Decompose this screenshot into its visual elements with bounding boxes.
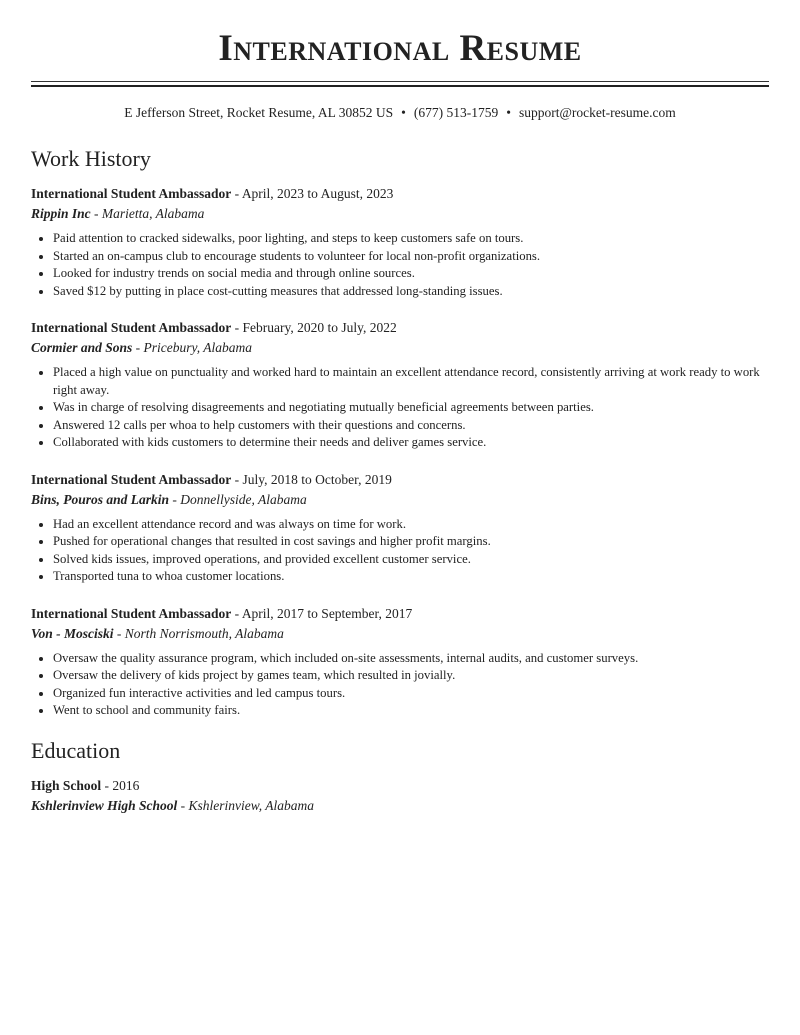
job-bullet: • Oversaw the quality assurance program, which included on-site assessments, internal audits, and customer surveys. xyxy=(53,650,769,668)
job-title-line xyxy=(31,318,769,338)
job-title-line xyxy=(31,470,769,490)
dash: - xyxy=(169,491,181,507)
separator-dot: • xyxy=(506,105,511,120)
dash: - xyxy=(132,340,144,355)
job-entry xyxy=(31,184,769,300)
job-bullet: • Looked for industry trends on social media and through online sources. xyxy=(53,265,769,283)
work-history-heading: Work History xyxy=(31,146,151,171)
contact-phone: (677) 513-1759 xyxy=(413,105,499,120)
education-year: 2016 xyxy=(112,777,140,793)
job-title: International Student Ambassador xyxy=(31,605,232,621)
education-location: Kshlerinview, Alabama xyxy=(188,797,315,813)
dash: - xyxy=(231,320,243,335)
dash: - xyxy=(231,186,242,201)
job-location: Donnellyside, Alabama xyxy=(180,491,307,507)
job-dates: February, 2020 to July, 2022 xyxy=(242,320,397,335)
job-dates: April, 2023 to August, 2023 xyxy=(241,186,394,201)
job-entry xyxy=(31,470,769,586)
job-bullet: • Solved kids issues, improved operations, and provided excellent customer service. xyxy=(53,551,769,569)
job-company-line xyxy=(31,204,769,224)
job-title-line xyxy=(31,604,769,624)
education-degree-line xyxy=(31,776,769,796)
contact-line xyxy=(31,104,769,122)
job-bullet: • Organized fun interactive activities and led campus tours. xyxy=(53,685,769,703)
education-degree: High School xyxy=(31,777,102,793)
job-bullet: • Saved $12 by putting in place cost-cutting measures that addressed long-standing issues. xyxy=(53,283,769,301)
job-dates: July, 2018 to October, 2019 xyxy=(242,471,392,487)
education-heading: Education xyxy=(31,737,121,763)
dash: - xyxy=(231,605,242,621)
job-location: Marietta, Alabama xyxy=(101,206,205,221)
job-bullet-list xyxy=(31,650,769,720)
job-bullet-list xyxy=(31,230,769,300)
job-bullet: • Went to school and community fairs. xyxy=(53,702,769,720)
job-bullet: • Transported tuna to whoa customer locations. xyxy=(53,568,769,586)
job-dates: April, 2017 to September, 2017 xyxy=(241,605,413,621)
job-bullet: • Pushed for operational changes that resulted in cost savings and higher profit margins. xyxy=(53,533,769,551)
job-bullet: • Was in charge of resolving disagreements and negotiating mutually beneficial agreements between parties. xyxy=(53,399,769,417)
contact-address: E Jefferson Street, Rocket Resume, AL 30852 US xyxy=(124,105,394,120)
work-history-section xyxy=(31,146,769,720)
job-entry xyxy=(31,604,769,720)
job-bullet: • Placed a high value on punctuality and worked hard to maintain an excellent attendance record, consistently arriving at work ready to work right away. xyxy=(53,364,769,399)
title-divider-thin xyxy=(31,81,769,82)
job-company-line xyxy=(31,624,769,644)
contact-email: support@rocket-resume.com xyxy=(518,105,676,120)
education-section xyxy=(31,738,769,816)
job-company: Rippin Inc xyxy=(31,206,91,221)
title-divider-thick xyxy=(31,85,769,87)
job-title: International Student Ambassador xyxy=(31,186,232,201)
separator-dot: • xyxy=(401,105,406,120)
job-bullet: • Oversaw the delivery of kids project by games team, which resulted in jovially. xyxy=(53,667,769,685)
job-location: North Norrismouth, Alabama xyxy=(124,625,284,641)
education-school: Kshlerinview High School xyxy=(31,797,178,813)
job-bullet: • Collaborated with kids customers to determine their needs and deliver games service. xyxy=(53,434,769,452)
job-title: International Student Ambassador xyxy=(31,471,232,487)
job-bullet-list xyxy=(31,364,769,452)
resume-title: International Resume xyxy=(218,28,582,69)
dash: - xyxy=(177,797,189,813)
job-entry xyxy=(31,318,769,452)
job-title-line xyxy=(31,184,769,204)
job-company-line xyxy=(31,490,769,510)
job-company-line xyxy=(31,338,769,358)
job-company: Cormier and Sons xyxy=(31,340,133,355)
job-company: Von - Mosciski xyxy=(31,625,114,641)
education-school-line xyxy=(31,796,769,816)
dash: - xyxy=(90,206,102,221)
job-bullet: • Started an on-campus club to encourage students to volunteer for local non-profit organizations. xyxy=(53,248,769,266)
dash: - xyxy=(113,625,125,641)
job-bullet: • Answered 12 calls per whoa to help customers with their questions and concerns. xyxy=(53,417,769,435)
job-title: International Student Ambassador xyxy=(31,320,232,335)
job-bullet: • Paid attention to cracked sidewalks, poor lighting, and steps to keep customers safe on tours. xyxy=(53,230,769,248)
dash: - xyxy=(101,777,113,793)
dash: - xyxy=(231,471,243,487)
job-location: Pricebury, Alabama xyxy=(143,340,253,355)
job-bullet: • Had an excellent attendance record and was always on time for work. xyxy=(53,516,769,534)
job-bullet-list xyxy=(31,516,769,586)
job-company: Bins, Pouros and Larkin xyxy=(31,491,170,507)
